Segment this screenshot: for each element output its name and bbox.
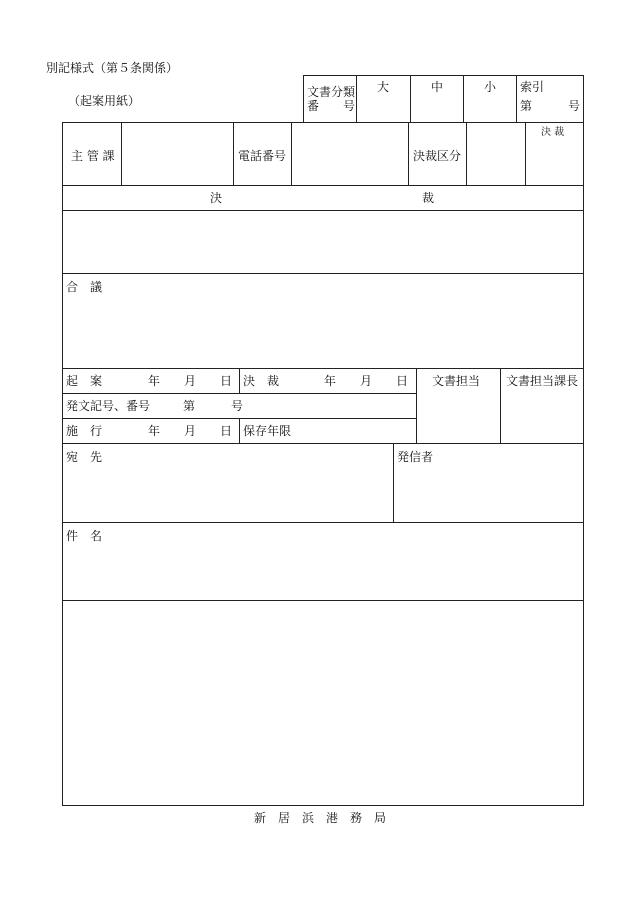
index-label: 索引 xyxy=(520,80,545,94)
sender-area[interactable] xyxy=(395,466,582,520)
draft-month-label: 月 xyxy=(184,374,197,388)
retention-label: 保存年限 xyxy=(243,424,292,438)
recipient-area[interactable] xyxy=(63,466,391,520)
decision-date-label: 決 裁 xyxy=(243,374,280,388)
classification-small: 小 xyxy=(484,80,497,94)
sender-label: 発信者 xyxy=(397,450,434,464)
approval-heading-left: 決 xyxy=(210,191,223,205)
enforce-month-label: 月 xyxy=(184,424,197,438)
enforce-day-label: 日 xyxy=(220,424,233,438)
office-name: 新 居 浜 港 務 局 xyxy=(253,811,386,825)
approval-heading-right: 裁 xyxy=(422,191,435,205)
draft-year-label: 年 xyxy=(148,374,161,388)
decision-type-label: 決裁区分 xyxy=(413,149,462,163)
doc-officer-label: 文書担当 xyxy=(432,374,481,388)
classification-label-line2: 番 号 xyxy=(307,99,356,113)
form-subtitle: （起案用紙） xyxy=(68,94,141,108)
issue-no-label: 発文記号、番号 xyxy=(66,399,151,413)
consultation-area[interactable] xyxy=(63,296,583,366)
classification-label-line1: 文書分類 xyxy=(307,85,356,99)
draft-day-label: 日 xyxy=(220,374,233,388)
classification-large: 大 xyxy=(377,80,390,94)
phone-label: 電話番号 xyxy=(238,149,287,163)
consultation-label: 合 議 xyxy=(66,280,103,294)
issue-no-dai: 第 xyxy=(183,399,196,413)
doc-chief-label: 文書担当課長 xyxy=(506,374,579,388)
subject-label: 件 名 xyxy=(66,529,103,543)
decision-day-label: 日 xyxy=(396,374,409,388)
enforce-year-label: 年 xyxy=(148,424,161,438)
decision-stamp-label: 決 裁 xyxy=(541,127,565,138)
approval-stamp-area[interactable] xyxy=(63,211,583,272)
dept-label: 主 管 課 xyxy=(71,149,115,163)
decision-year-label: 年 xyxy=(324,374,337,388)
enforce-date-label: 施 行 xyxy=(66,424,103,438)
classification-medium: 中 xyxy=(431,80,444,94)
subject-area[interactable] xyxy=(63,545,583,598)
draft-date-label: 起 案 xyxy=(66,374,103,388)
index-number-label: 第 号 xyxy=(520,99,581,113)
decision-month-label: 月 xyxy=(360,374,373,388)
issue-no-go: 号 xyxy=(231,399,244,413)
recipient-label: 宛 先 xyxy=(66,450,103,464)
form-title: 別記様式（第５条関係） xyxy=(46,61,179,75)
